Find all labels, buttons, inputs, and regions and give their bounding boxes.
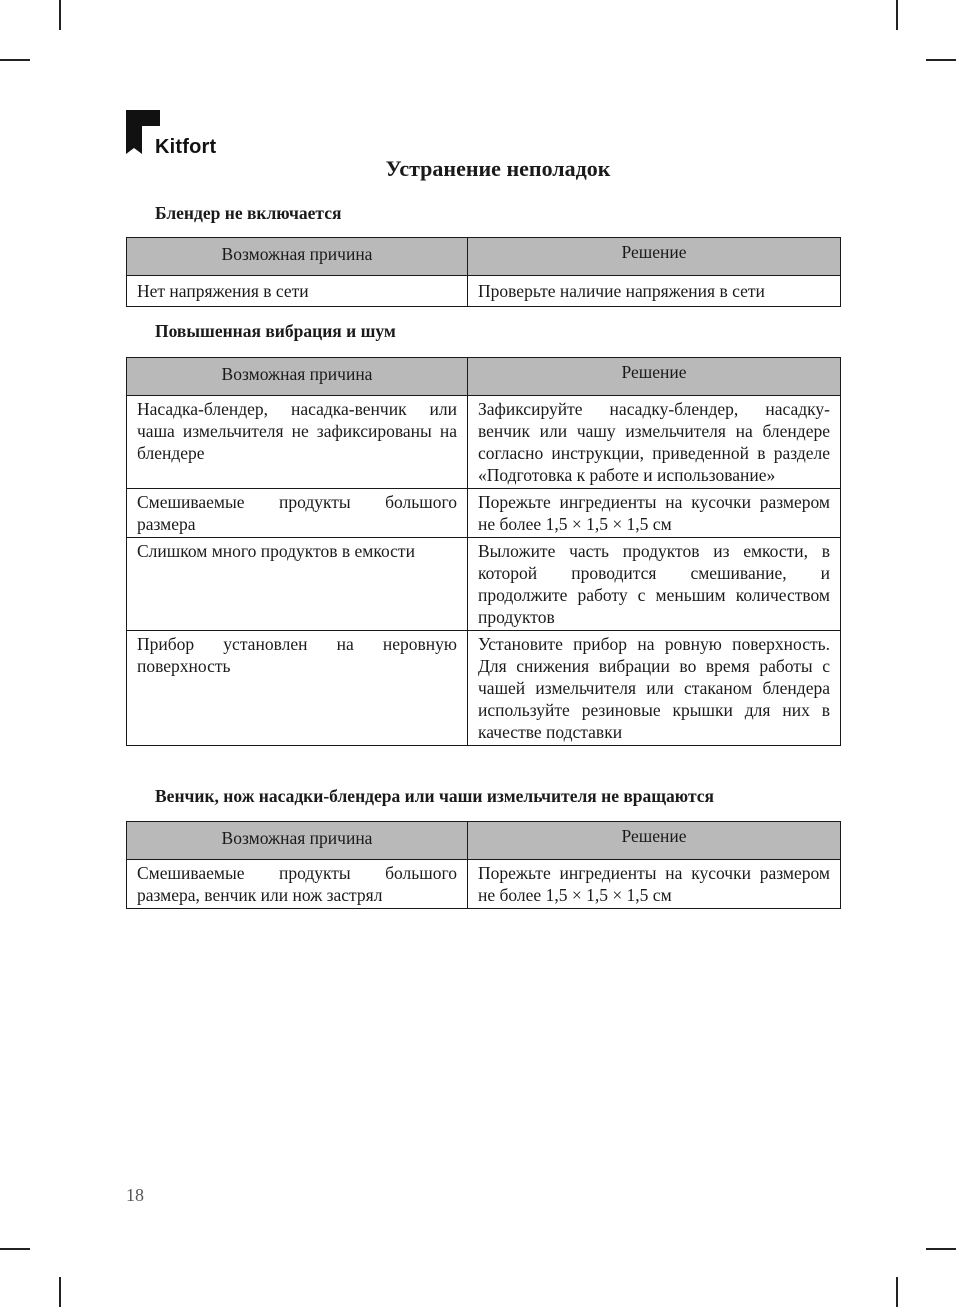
- table-header-row: [127, 238, 841, 276]
- crop-mark: [0, 1248, 30, 1250]
- cause-cell: Слишком много продуктов в емкости: [127, 538, 468, 631]
- table-row: [127, 631, 841, 746]
- section-heading: Повышенная вибрация и шум: [155, 321, 396, 341]
- troubleshooting-table: [126, 357, 841, 746]
- page-title: Устранение неполадок: [385, 156, 611, 181]
- table-row: [127, 396, 841, 489]
- crop-mark: [896, 0, 898, 30]
- section-heading: Блендер не включается: [155, 203, 342, 223]
- header-cause: Возможная причина: [127, 358, 468, 396]
- brand-name: Kitfort: [155, 136, 217, 158]
- cause-cell: Смешиваемые продукты большого размера: [127, 489, 468, 538]
- crop-mark: [59, 1277, 61, 1307]
- cause-cell: Прибор установлен на неровную поверхность: [127, 631, 468, 746]
- table-row: [127, 538, 841, 631]
- table-header-row: [127, 822, 841, 860]
- header-cause: Возможная причина: [127, 822, 468, 860]
- header-solution: Решение: [468, 822, 841, 860]
- page-number: 18: [126, 1185, 144, 1205]
- solution-cell: Выложите часть продуктов из емкости, в которой проводится смешивание, и продолжите работу с меньшим количеством продуктов: [468, 538, 841, 631]
- solution-cell: Порежьте ингредиенты на кусочки размером не более 1,5 × 1,5 × 1,5 см: [468, 860, 841, 909]
- header-solution: Решение: [468, 358, 841, 396]
- crop-mark: [926, 1248, 956, 1250]
- crop-mark: [896, 1277, 898, 1307]
- troubleshooting-table: [126, 821, 841, 909]
- cause-cell: Смешиваемые продукты большого размера, венчик или нож застрял: [127, 860, 468, 909]
- solution-cell: Установите прибор на ровную поверхность. Для снижения вибрации во время работы с чашей измельчителя или стаканом блендера используйте резиновые крышки для них в качестве подставки: [468, 631, 841, 746]
- section-heading: Венчик, нож насадки-блендера или чаши измельчителя не вращаются: [155, 786, 714, 806]
- crop-mark: [0, 59, 30, 61]
- solution-cell: Зафиксируйте насадку-блендер, насадку-венчик или чашу измельчителя на блендере согласно инструкции, приведенной в разделе «Подготовка к работе и использование»: [468, 396, 841, 489]
- cause-cell: Нет напряжения в сети: [127, 276, 468, 307]
- header-cause: Возможная причина: [127, 238, 468, 276]
- solution-cell: Порежьте ингредиенты на кусочки размером не более 1,5 × 1,5 × 1,5 см: [468, 489, 841, 538]
- table-row: [127, 860, 841, 909]
- table-row: [127, 276, 841, 307]
- cause-cell: Насадка-блендер, насадка-венчик или чаша измельчителя не зафиксированы на блендере: [127, 396, 468, 489]
- table-header-row: [127, 358, 841, 396]
- header-solution: Решение: [468, 238, 841, 276]
- solution-cell: Проверьте наличие напряжения в сети: [468, 276, 841, 307]
- troubleshooting-table: [126, 237, 841, 307]
- table-row: [127, 489, 841, 538]
- crop-mark: [59, 0, 61, 30]
- crop-mark: [926, 59, 956, 61]
